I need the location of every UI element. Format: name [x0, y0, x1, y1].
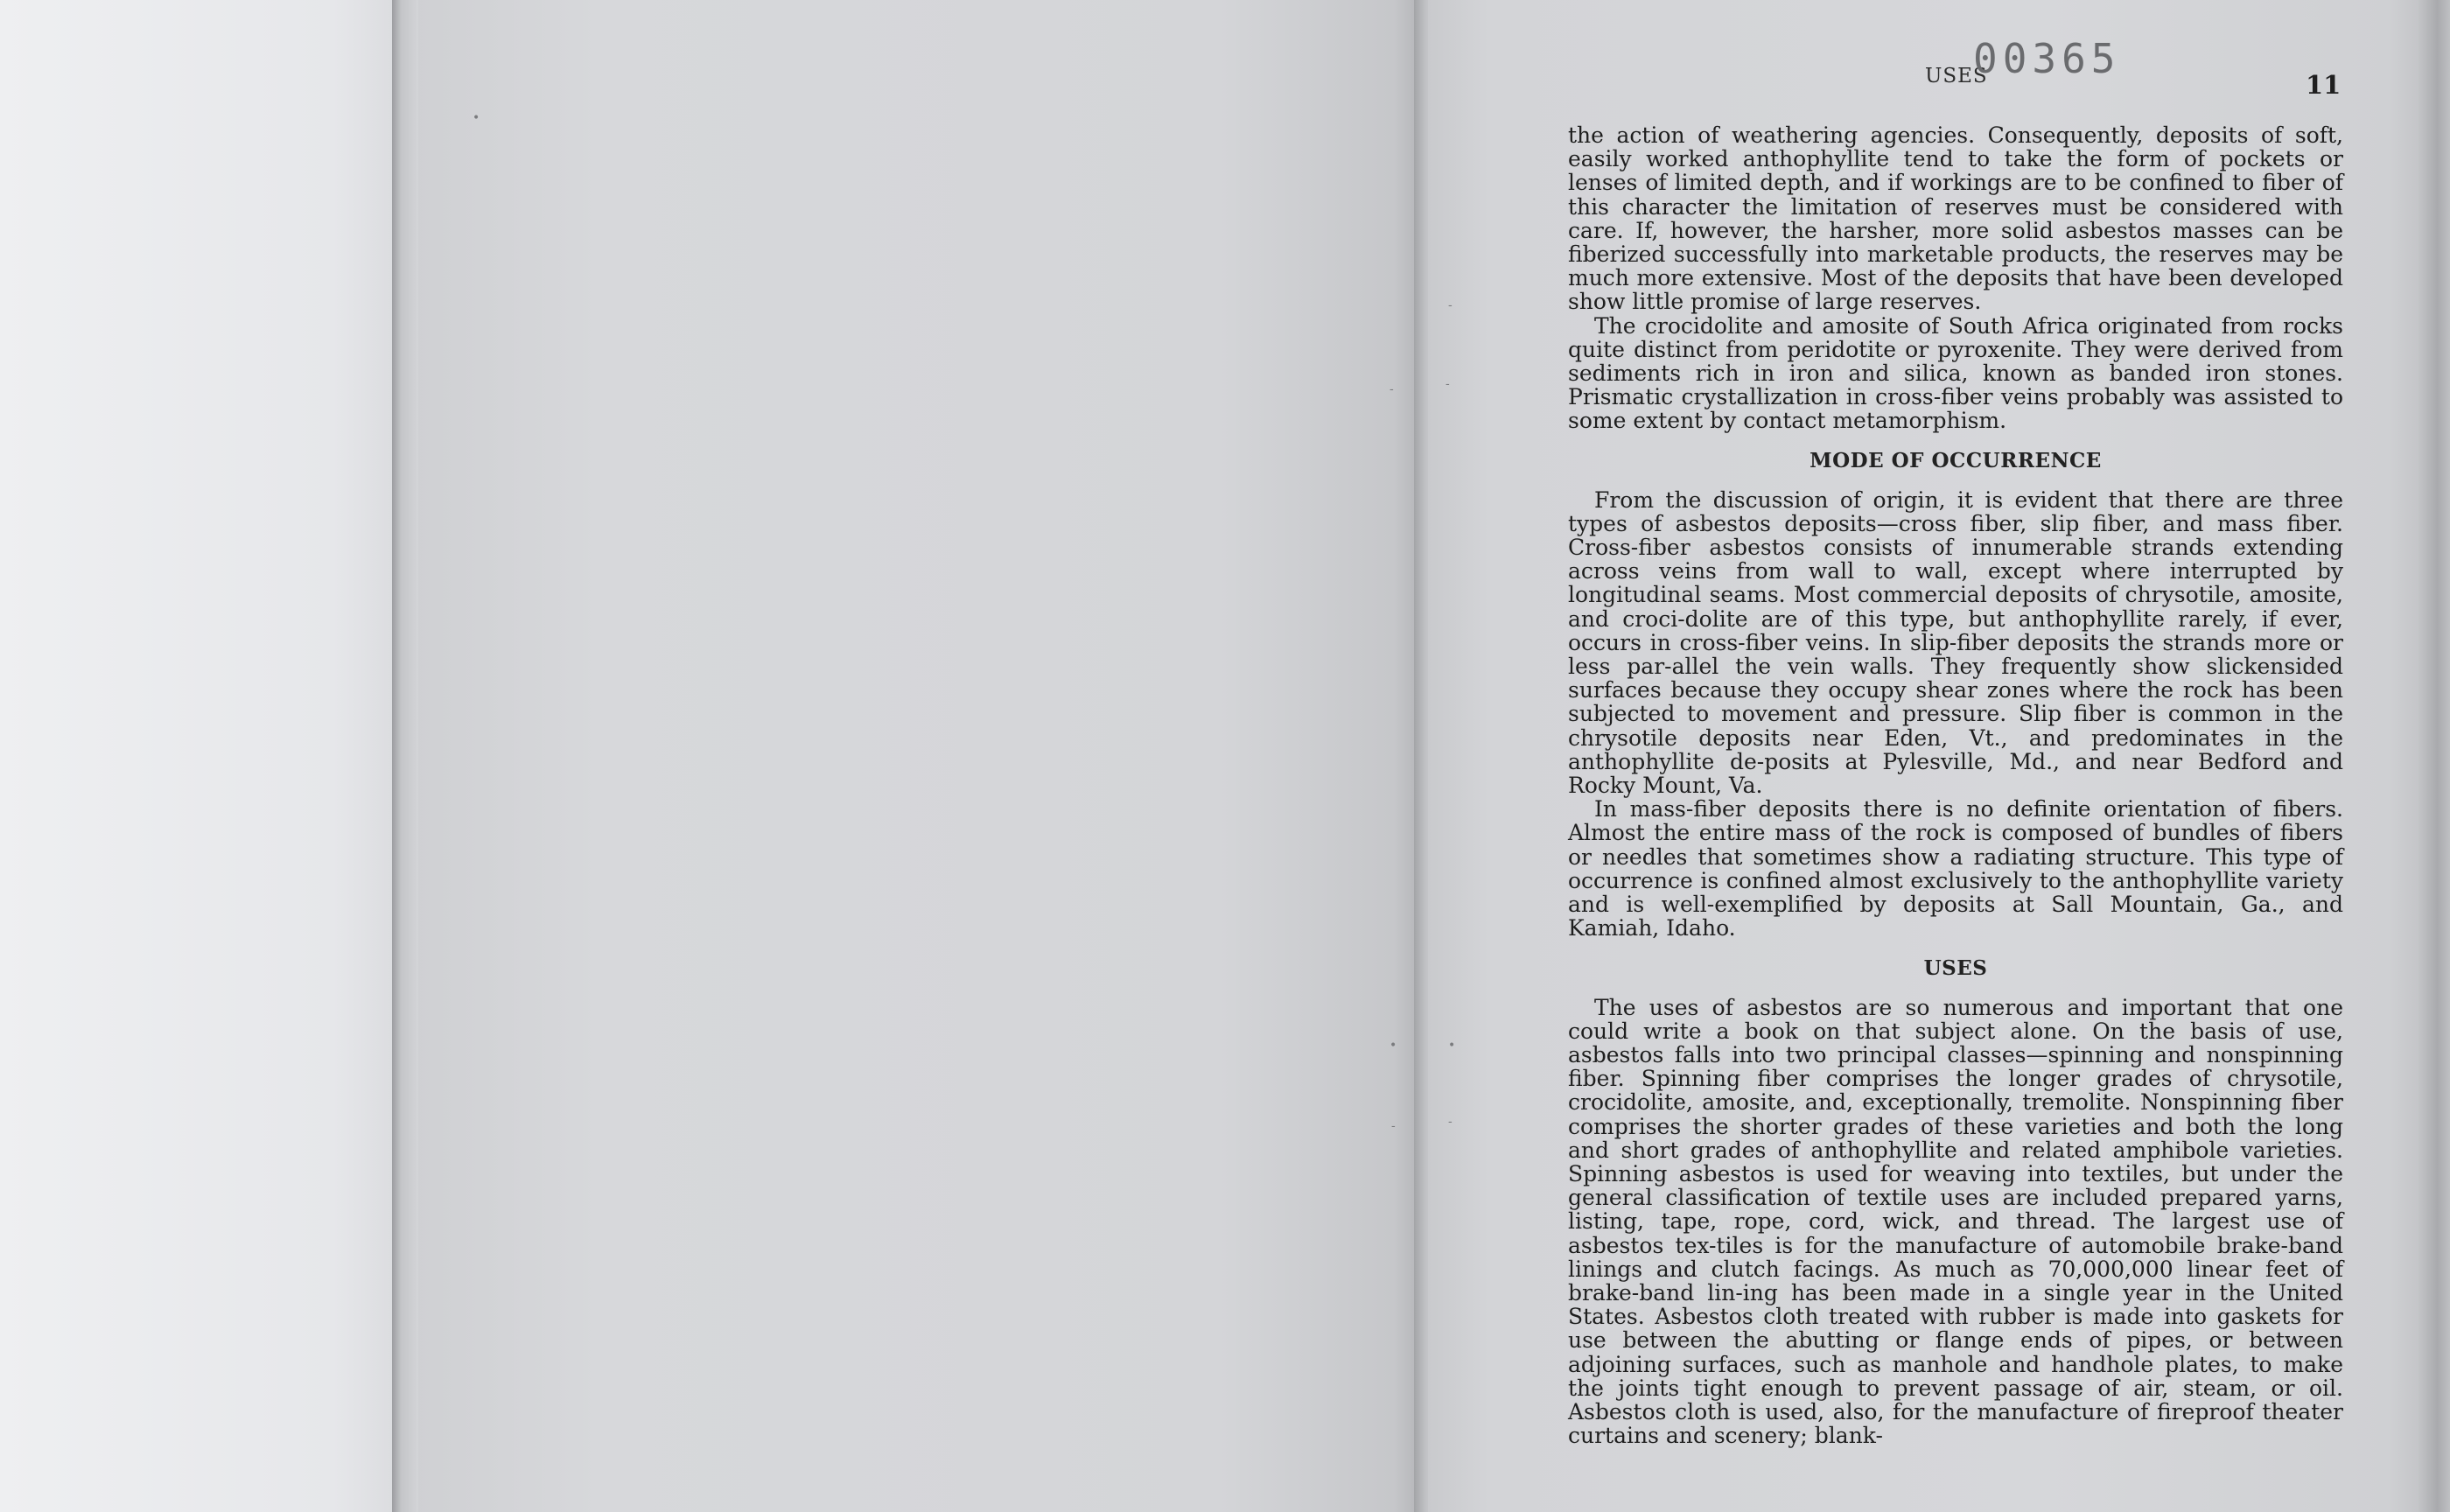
paper-speck: -: [1390, 382, 1394, 396]
paper-speck: •: [1390, 1039, 1397, 1053]
paragraph: The uses of asbestos are so numerous and important that one could write a book on that subject alone. On the basis of use, asbestos falls into two principal classes—spinning and nonspinning fiber. Spinning fiber comprises the longer grades of chrysotile, crocidolite, amosite, and, exceptionally, tremolite. Nonspinning fiber comprises the shorter grades of these varieties and both the long and short grades of anthophyllite and related amphibole varieties. Spinning asbestos is used for weaving into textiles, but under the general classification of textile uses are included prepared yarns, listing, tape, rope, cord, wick, and thread. The largest use of asbestos tex-tiles is for the manufacture of automobile brake-band linings and clutch facings. As much as 70,000,000 linear feet of brake-band lin-ing has been made in a single year in the United States. Asbestos cloth treated with rubber is made into gaskets for use between the abutting or flange ends of pipes, or between adjoining surfaces, such as manhole and handhole plates, to make the joints tight enough to prevent passage of air, steam, or oil. Asbestos cloth is used, also, for the manufacture of fireproof theater curtains and scenery; blank-: [1568, 994, 2343, 1449]
paper-speck: •: [472, 111, 480, 125]
left-page-edge: [392, 0, 418, 1512]
running-head: USES: [1925, 65, 1988, 88]
paragraph: From the discussion of origin, it is evident that there are three types of asbestos deposits—cross fiber, slip fiber, and mass fiber. Cross-fiber asbestos consists of innumerable strands extending across veins from wall to wall, except where interrupted by longitudinal seams. Most commercial deposits of chrysotile, amosite, and croci-dolite are of this type, but anthophyllite rarely, if ever, occurs in cross-fiber veins. In slip-fiber deposits the strands more or less par-allel the vein walls. They frequently show slickensided surfaces because they occupy shear zones where the rock has been subjected to movement and pressure. Slip fiber is common in the chrysotile deposits near Eden, Vt., and predominates in the anthophyllite de-posits at Pylesville, Md., and near Bedford and Rocky Mount, Va.: [1568, 486, 2343, 799]
paper-speck: •: [1448, 1039, 1456, 1053]
paragraph: In mass-fiber deposits there is no definite orientation of fibers. Almost the entire mass of the rock is composed of bundles of fibers or needles that sometimes show a radiating structure. This type of occurrence is confined almost exclusively to the anthophyllite variety and is well-exemplified by deposits at Sall Mountain, Ga., and Kamiah, Idaho.: [1568, 796, 2343, 942]
document-stamp-number: 00365: [1973, 35, 2121, 82]
desk-background: [0, 0, 392, 1512]
paragraph: The crocidolite and amosite of South Africa originated from rocks quite distinct from peridotite or pyroxenite. They were derived from sediments rich in iron and silica, known as banded iron stones. Prismatic crystallization in cross-fiber veins probably was assisted to some extent by contact metamorphism.: [1568, 312, 2343, 434]
page-text: [1568, 123, 2343, 1447]
page-number: 11: [2306, 70, 2342, 100]
section-heading: MODE OF OCCURRENCE: [1810, 448, 2102, 472]
paper-speck: -: [1448, 298, 1452, 312]
paper-speck: -: [1446, 377, 1450, 391]
paper-speck: -: [1448, 1115, 1452, 1129]
right-page-edge: [2418, 0, 2450, 1512]
paragraph: the action of weathering agencies. Consequently, deposits of soft, easily worked anthophyllite tend to take the form of pockets or lenses of limited depth, and if workings are to be confined to fiber of this character the limitation of reserves must be considered with care. If, however, the harsher, more solid asbestos masses can be fiberized successfully into marketable products, the reserves may be much more extensive. Most of the deposits that have been developed show little promise of large reserves.: [1568, 122, 2343, 315]
section-heading: USES: [1923, 956, 1988, 980]
paper-speck: -: [1391, 1119, 1396, 1133]
left-blank-page: [392, 0, 1424, 1512]
